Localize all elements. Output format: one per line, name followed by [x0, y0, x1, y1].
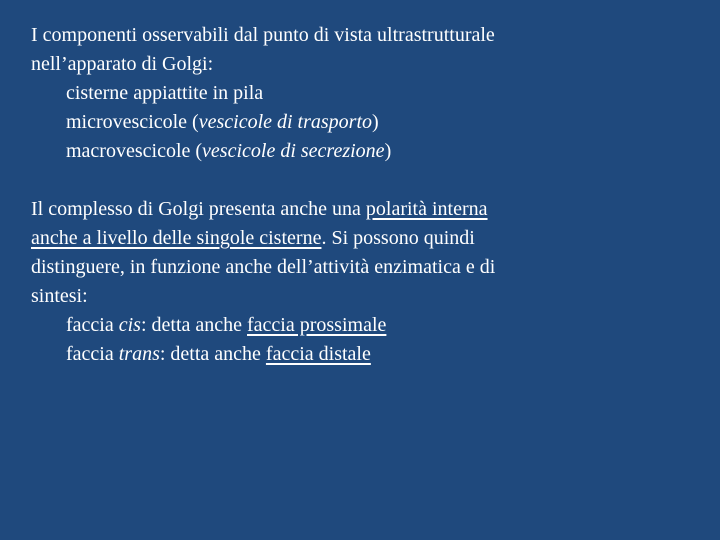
face-italic-term: cis — [118, 314, 141, 336]
component-item-cisterne: cisterne appiattite in pila — [66, 82, 264, 104]
polarity-line-1 — [31, 195, 641, 224]
golgi-polarity-paragraph — [31, 195, 641, 369]
intro-line-1: I componenti osservabili dal punto di vista ultrastrutturale — [31, 24, 495, 46]
golgi-components-paragraph — [31, 21, 641, 166]
polarity-underlined-phrase: anche a livello delle singole cisterne — [31, 227, 322, 249]
face-underlined-term: faccia prossimale — [247, 314, 387, 336]
face-prefix: faccia — [66, 314, 119, 336]
intro-line-2: nell’apparato di Golgi: — [31, 53, 214, 75]
polarity-underlined-term: polarità interna — [365, 198, 488, 220]
face-italic-term: trans — [118, 343, 160, 365]
component-item-macrovescicole — [31, 137, 641, 166]
item-text: microvescicole ( — [66, 111, 199, 133]
polarity-line-2 — [31, 224, 641, 253]
polarity-line-4: sintesi: — [31, 285, 88, 307]
item-text: macrovescicole ( — [66, 140, 203, 162]
item-close: ) — [384, 140, 392, 162]
face-prefix: faccia — [66, 343, 119, 365]
face-underlined-term: faccia distale — [265, 343, 371, 365]
component-item-microvescicole — [31, 108, 641, 137]
face-item-cis — [31, 311, 641, 340]
face-item-trans — [31, 340, 641, 369]
face-middle: : detta anche — [159, 343, 266, 365]
item-italic-term: vescicole di secrezione — [202, 140, 385, 162]
face-middle: : detta anche — [140, 314, 248, 336]
polarity-text: . Si possono quindi — [321, 227, 475, 249]
item-close: ) — [372, 111, 379, 133]
item-italic-term: vescicole di trasporto — [198, 111, 373, 133]
polarity-line-3: distinguere, in funzione anche dell’attività enzimatica e di — [31, 256, 496, 278]
polarity-text: Il complesso di Golgi presenta anche una — [31, 198, 366, 220]
